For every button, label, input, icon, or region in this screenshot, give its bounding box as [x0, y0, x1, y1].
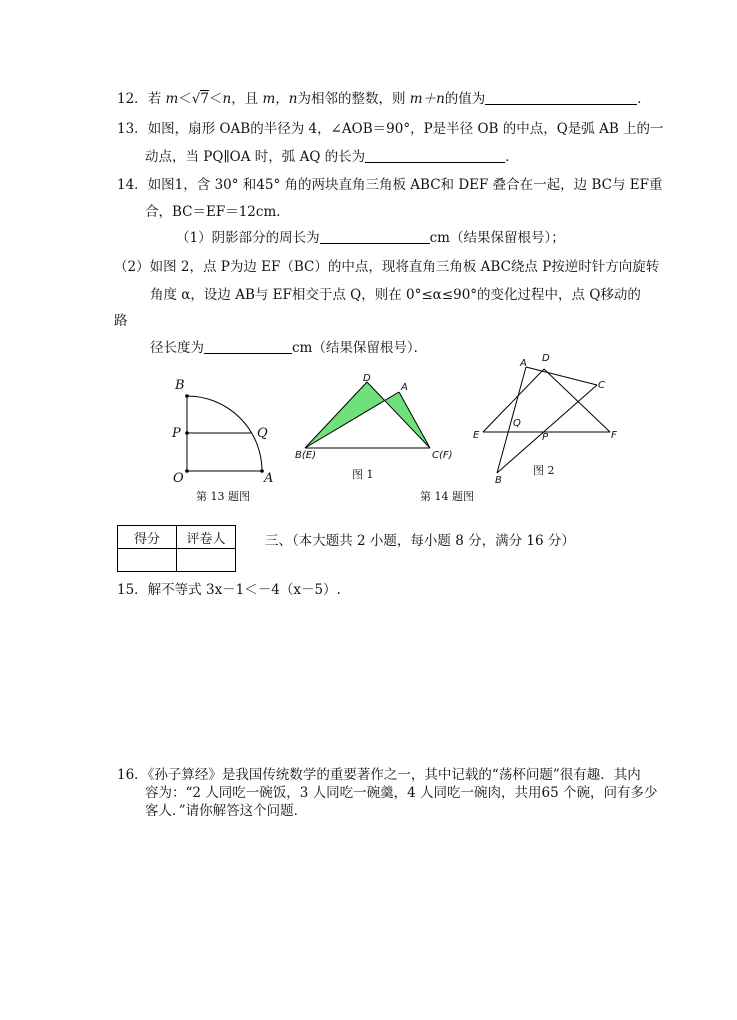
q12-tail: 的值为 — [444, 91, 486, 107]
q14-sub2-text: （2）如图 2，点 P为边 EF（BC）的中点，现将直角三角板 ABC绕点 P按逆时针方向旋转 — [114, 259, 660, 275]
sqrt-symbol: √7 — [191, 91, 209, 107]
q14-sub2-text-3: 路 — [114, 313, 128, 329]
lt-sign: ＜ — [209, 91, 223, 107]
q14-sub1-a: （1）阴影部分的周长为 — [176, 230, 320, 246]
figure-14-caption: 第 14 题图 — [420, 490, 474, 503]
answer-blank[interactable] — [365, 148, 505, 163]
label-b-e: B(E) — [295, 450, 316, 461]
q16-text: 《孙子算经》是我国传统数学的重要著作之一，其中记载的“荡杯问题”很有趣．其内 — [147, 767, 641, 783]
q14-sub2-text-4b: cm（结果保留根号）． — [292, 340, 428, 356]
question-number: 16． — [117, 767, 148, 783]
question-13-line2 — [145, 148, 519, 166]
point-p — [185, 431, 189, 435]
question-number: 12． — [117, 91, 148, 107]
point-o — [185, 469, 189, 473]
lt-sign: ＜ — [178, 91, 192, 107]
label-o: O — [173, 471, 184, 486]
label-c: C — [598, 380, 605, 391]
question-16-line3 — [145, 802, 307, 820]
question-13-line1 — [117, 120, 664, 138]
expr-m-plus-n: m＋n — [409, 91, 445, 107]
q16-text-3: 客人．”请你解答这个问题． — [145, 803, 308, 819]
label-a: A — [401, 382, 408, 393]
answer-blank[interactable] — [485, 90, 637, 105]
label-q: Q — [257, 426, 268, 441]
question-12 — [117, 90, 651, 108]
radicand: 7 — [200, 91, 209, 107]
label-a: A — [264, 471, 274, 486]
q13-end: ． — [505, 149, 519, 165]
question-15 — [117, 581, 341, 599]
score-header: 得分 — [118, 526, 177, 549]
q14-sub1-b: cm（结果保留根号）； — [429, 230, 565, 246]
q12-mid: ，且 — [231, 91, 263, 107]
grader-cell[interactable] — [177, 549, 236, 572]
question-14-sub2-line3 — [114, 312, 128, 330]
question-14-line2 — [145, 203, 290, 221]
figure-14-1-caption: 图 1 — [352, 468, 374, 481]
q14-sub2-text-2: 角度 α，设边 AB与 EF相交于点 Q，则在 0°≤α≤90°的变化过程中，点 Q移动的 — [150, 287, 641, 303]
score-cell[interactable] — [118, 549, 177, 572]
label-c-f: C(F) — [432, 450, 453, 461]
label-p: P — [172, 426, 181, 441]
score-table — [117, 525, 236, 572]
question-14-sub2-line1 — [114, 258, 659, 276]
question-14-sub2-line4 — [150, 339, 427, 357]
var-m: m — [165, 91, 179, 107]
label-e: E — [473, 430, 480, 441]
q14-text: 如图1，含 30° 和45° 角的两块直角三角板 ABC和 DEF 叠合在一起，边 BC与 EF重 — [147, 177, 663, 193]
var-n: n — [222, 91, 232, 107]
question-14-line1 — [117, 176, 662, 194]
segment-bc — [497, 385, 597, 473]
question-14-sub2-line2 — [150, 286, 641, 304]
answer-blank[interactable] — [320, 229, 430, 244]
q12-rest: 为相邻的整数，则 — [297, 91, 410, 107]
q15-text: 解不等式 3x－1＜－4（x－5）. — [147, 582, 341, 598]
label-q: Q — [513, 418, 521, 429]
segment-ab — [497, 367, 526, 473]
label-d: D — [542, 353, 550, 364]
label-a: A — [520, 358, 527, 369]
figure-14-2-caption: 图 2 — [533, 464, 555, 477]
question-number: 14． — [117, 177, 148, 193]
shaded-region-right — [385, 392, 430, 448]
q13-text-2: 动点，当 PQ∥OA 时，弧 AQ 的长为 — [145, 149, 366, 165]
q12-prefix: 若 — [147, 91, 166, 107]
var-mn: m，n — [262, 91, 298, 107]
q16-text-2: 容为：“2 人同吃一碗饭，3 人同吃一碗羹，4 人同吃一碗肉，共用65 个碗，问有多少 — [145, 785, 658, 801]
q14-text-2: 合，BC＝EF＝12cm． — [145, 204, 290, 220]
question-14-sub1 — [176, 229, 565, 247]
point-b — [185, 394, 189, 398]
label-b: B — [175, 378, 185, 393]
figure-13-caption: 第 13 题图 — [196, 490, 250, 503]
label-b: B — [495, 475, 502, 486]
label-f: F — [611, 430, 617, 441]
q12-end: ． — [637, 91, 651, 107]
question-16-line2 — [145, 784, 658, 802]
label-p: P — [542, 432, 549, 443]
question-number: 15． — [117, 582, 148, 598]
answer-blank[interactable] — [204, 339, 292, 354]
shaded-region-left — [305, 382, 385, 448]
q14-sub2-text-4a: 径长度为 — [150, 340, 204, 356]
grader-header: 评卷人 — [177, 526, 236, 549]
section-3-heading: 三、（本大题共 2 小题，每小题 8 分，满分 16 分） — [265, 533, 575, 549]
label-d: D — [363, 373, 371, 384]
q13-text: 如图，扇形 OAB的半径为 4，∠AOB＝90°，P是半径 OB 的中点，Q是弧 AB 上的一 — [147, 121, 664, 137]
question-16-line1 — [117, 766, 641, 784]
question-number: 13． — [117, 121, 148, 137]
